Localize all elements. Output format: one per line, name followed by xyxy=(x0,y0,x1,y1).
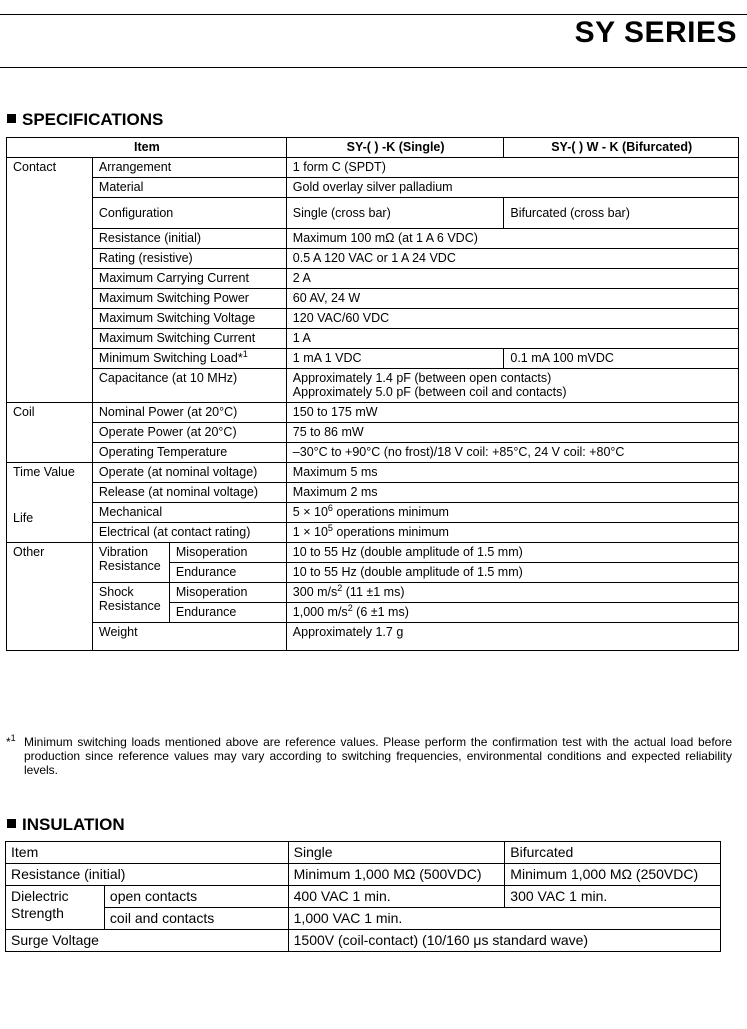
row-value: 1 A xyxy=(286,329,738,349)
insulation-table xyxy=(5,841,721,952)
row-label: Resistance (initial) xyxy=(92,229,286,249)
table-row xyxy=(7,423,739,443)
header-single: Single xyxy=(288,842,505,864)
row-sublabel: Misoperation xyxy=(169,583,286,603)
table-row xyxy=(7,403,739,423)
table-row xyxy=(7,138,739,158)
row-value: 10 to 55 Hz (double amplitude of 1.5 mm) xyxy=(286,563,738,583)
footnote-text: Minimum switching loads mentioned above are reference values. Please perform the confirmation test with the actual load before production since reference values may vary according to switching frequencies, environmental conditions and expected reliability levels. xyxy=(24,735,732,777)
table-row xyxy=(7,463,739,483)
row-value-single: 1 mA 1 VDC xyxy=(286,349,504,369)
group-time-life xyxy=(7,463,93,543)
row-label: Material xyxy=(92,178,286,198)
row-value-single: 400 VAC 1 min. xyxy=(288,886,505,908)
insulation-heading: INSULATION xyxy=(7,815,125,835)
table-row xyxy=(7,583,739,603)
row-value: Maximum 2 ms xyxy=(286,483,738,503)
table-row xyxy=(7,623,739,651)
row-label: Release (at nominal voltage) xyxy=(92,483,286,503)
row-label: Configuration xyxy=(92,198,286,229)
group-contact: Contact xyxy=(7,158,93,403)
table-row xyxy=(7,349,739,369)
table-row xyxy=(7,543,739,563)
group-life: Life xyxy=(13,511,34,525)
table-row xyxy=(6,908,721,930)
table-row xyxy=(7,178,739,198)
row-value: 10 to 55 Hz (double amplitude of 1.5 mm) xyxy=(286,543,738,563)
row-value: 150 to 175 mW xyxy=(286,403,738,423)
table-row xyxy=(6,930,721,952)
row-label: Weight xyxy=(92,623,286,651)
table-row xyxy=(7,329,739,349)
row-value-single: Minimum 1,000 MΩ (500VDC) xyxy=(288,864,505,886)
row-label: Maximum Switching Current xyxy=(92,329,286,349)
row-value: $1 \times 10^5$ operations minimum xyxy=(286,523,738,543)
row-value-bifurcated: Bifurcated (cross bar) xyxy=(504,198,739,229)
row-value: –30°C to +90°C (no frost)/18 V coil: +85°C, 24 V coil: +80°C xyxy=(286,443,738,463)
table-row xyxy=(7,309,739,329)
group-time-value: Time Value xyxy=(13,465,75,479)
row-value-bifurcated: 0.1 mA 100 mVDC xyxy=(504,349,739,369)
row-sublabel: Endurance xyxy=(169,563,286,583)
row-value: 1 form C (SPDT) xyxy=(286,158,738,178)
table-row xyxy=(7,158,739,178)
row-value: 1,000 $m/s^2$ (6 ±1 ms) xyxy=(286,603,738,623)
header-item: Item xyxy=(7,138,287,158)
shock-label: Shock Resistance xyxy=(92,583,169,623)
table-row xyxy=(7,523,739,543)
row-value-bifurcated: Minimum 1,000 MΩ (250VDC) xyxy=(505,864,721,886)
table-row xyxy=(7,198,739,229)
page-title: SY SERIES xyxy=(574,16,737,49)
row-label: Operating Temperature xyxy=(92,443,286,463)
header-bifurcated: Bifurcated xyxy=(505,842,721,864)
row-value: Maximum 100 mΩ (at 1 A 6 VDC) xyxy=(286,229,738,249)
table-row xyxy=(7,483,739,503)
header-rule xyxy=(0,67,747,68)
row-label: Capacitance (at 10 MHz) xyxy=(92,369,286,403)
top-rule xyxy=(0,14,747,15)
group-coil: Coil xyxy=(7,403,93,463)
row-value: 1500V (coil-contact) (10/160 μs standard wave) xyxy=(288,930,720,952)
row-label: Arrangement xyxy=(92,158,286,178)
row-value: 120 VAC/60 VDC xyxy=(286,309,738,329)
table-row xyxy=(7,289,739,309)
row-value: $5 \times 10^6$ operations minimum xyxy=(286,503,738,523)
row-label: Mechanical xyxy=(92,503,286,523)
row-value: 0.5 A 120 VAC or 1 A 24 VDC xyxy=(286,249,738,269)
row-label: Electrical (at contact rating) xyxy=(92,523,286,543)
row-value: 1,000 VAC 1 min. xyxy=(288,908,720,930)
table-row xyxy=(6,886,721,908)
row-value-single: Single (cross bar) xyxy=(286,198,504,229)
row-value: Approximately 1.4 pF (between open contacts) Approximately 5.0 pF (between coil and contacts) xyxy=(286,369,738,403)
square-bullet-icon xyxy=(7,114,16,123)
square-bullet-icon xyxy=(7,819,16,828)
row-label: Minimum Switching Load*$^1$ xyxy=(92,349,286,369)
footnote-mark: *$^1$ xyxy=(6,733,16,749)
table-row xyxy=(7,269,739,289)
row-sublabel: open contacts xyxy=(104,886,288,908)
row-sublabel: coil and contacts xyxy=(104,908,288,930)
row-label: Nominal Power (at 20°C) xyxy=(92,403,286,423)
row-label: Maximum Switching Power xyxy=(92,289,286,309)
row-sublabel: Misoperation xyxy=(169,543,286,563)
row-label: Rating (resistive) xyxy=(92,249,286,269)
footnote xyxy=(6,735,732,777)
row-label: Maximum Switching Voltage xyxy=(92,309,286,329)
specifications-table xyxy=(6,137,739,651)
row-label: Maximum Carrying Current xyxy=(92,269,286,289)
header-single: SY-( ) -K (Single) xyxy=(286,138,504,158)
table-row xyxy=(7,369,739,403)
row-sublabel: Endurance xyxy=(169,603,286,623)
row-value: Gold overlay silver palladium xyxy=(286,178,738,198)
row-label: Operate Power (at 20°C) xyxy=(92,423,286,443)
table-row xyxy=(6,842,721,864)
dielectric-label: Dielectric Strength xyxy=(6,886,105,930)
row-value: 60 AV, 24 W xyxy=(286,289,738,309)
specifications-heading: SPECIFICATIONS xyxy=(7,110,163,130)
header-item: Item xyxy=(6,842,289,864)
header-bifurcated: SY-( ) W - K (Bifurcated) xyxy=(504,138,739,158)
row-value: Approximately 1.7 g xyxy=(286,623,738,651)
table-row xyxy=(7,443,739,463)
row-value-bifurcated: 300 VAC 1 min. xyxy=(505,886,721,908)
table-row xyxy=(6,864,721,886)
row-value: Maximum 5 ms xyxy=(286,463,738,483)
row-label: Operate (at nominal voltage) xyxy=(92,463,286,483)
row-label: Resistance (initial) xyxy=(6,864,289,886)
vibration-label: Vibration Resistance xyxy=(92,543,169,583)
row-value: 2 A xyxy=(286,269,738,289)
table-row xyxy=(7,503,739,523)
table-row xyxy=(7,229,739,249)
group-other: Other xyxy=(7,543,93,651)
row-label: Surge Voltage xyxy=(6,930,289,952)
row-value: 75 to 86 mW xyxy=(286,423,738,443)
row-value: 300 $m/s^2$ (11 ±1 ms) xyxy=(286,583,738,603)
table-row xyxy=(7,249,739,269)
